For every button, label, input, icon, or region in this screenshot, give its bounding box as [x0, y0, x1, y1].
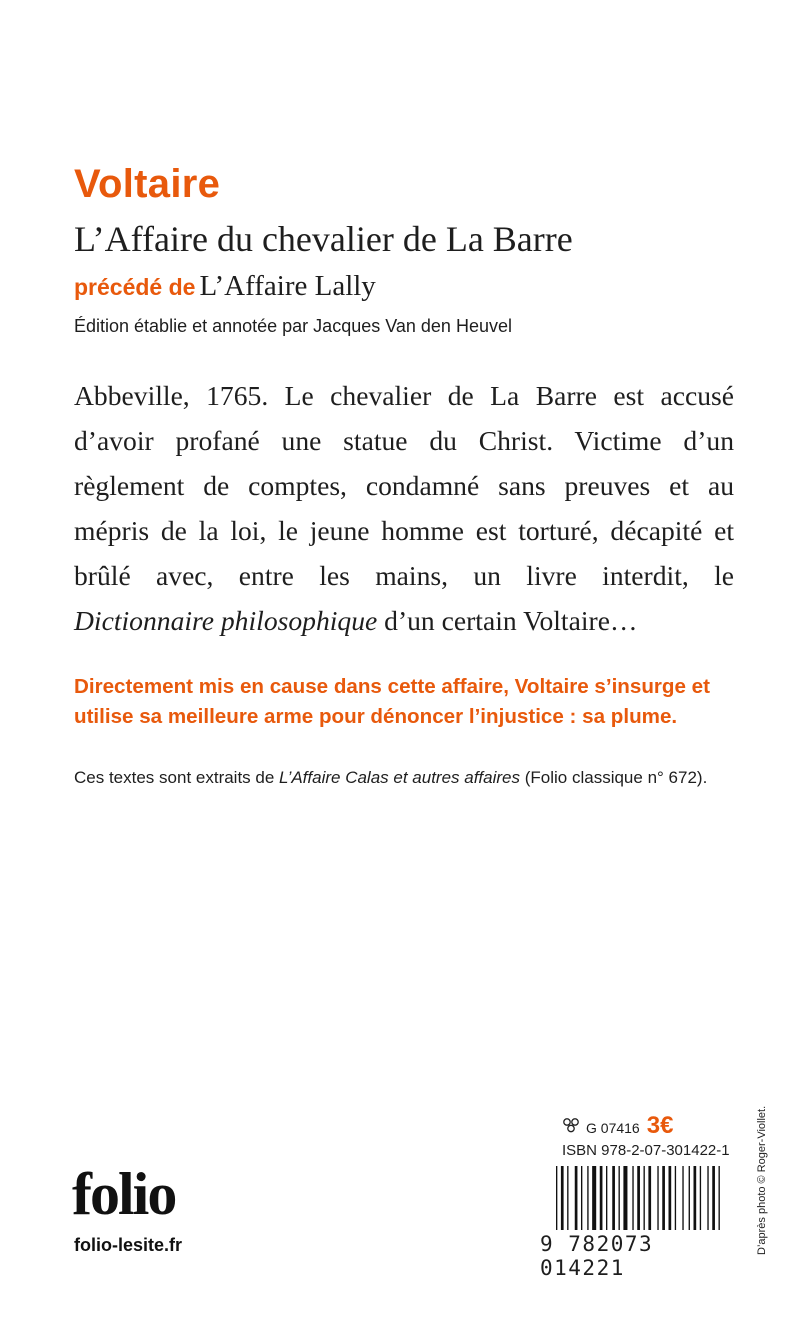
folio-website[interactable]: folio-lesite.fr [74, 1235, 183, 1255]
barcode-icon [556, 1166, 726, 1232]
blurb-line: brûlé avec, entre les mains, un livre interdit, le [74, 560, 734, 591]
author-name: Voltaire [74, 162, 221, 206]
book-title: L’Affaire du chevalier de La Barre [74, 219, 573, 259]
price-code: G 07416 [586, 1120, 640, 1136]
edition-credit: Édition établie et annotée par Jacques Van den Heuvel [74, 316, 512, 336]
subtitle-line [74, 270, 376, 303]
price-amount: 3€ [646, 1112, 674, 1139]
blurb-line: mépris de la loi, le jeune homme est torturé, décapité et [74, 515, 734, 546]
price-row [562, 1112, 722, 1140]
highlight-text: Directement mis en cause dans cette affaire, Voltaire s’insurge et utilise sa meilleure arme pour dénoncer l’injustice : sa plume. [74, 675, 710, 728]
source-note [74, 764, 714, 791]
blurb-line: Abbeville, 1765. Le chevalier de La Barre est accusé [74, 380, 734, 411]
note-after: (Folio classique n° 672). [520, 768, 708, 787]
photo-credit: D’après photo © Roger-Viollet. [756, 1105, 768, 1255]
blurb-last-rest: d’un certain Voltaire… [377, 605, 638, 636]
note-before: Ces textes sont extraits de [74, 768, 280, 787]
blurb-line: règlement de comptes, condamné sans preuves et au [74, 470, 734, 501]
isbn: ISBN 978-2-07-301422-1 [562, 1142, 730, 1159]
barcode-digits: 9 782073 014221 [540, 1232, 654, 1280]
blurb-text [74, 373, 734, 643]
blurb-italic-title: Dictionnaire philosophique [74, 605, 378, 636]
gallimard-star-icon [562, 1117, 580, 1133]
blurb-line: d’avoir profané une statue du Christ. Victime d’un [74, 425, 734, 456]
subtitle-prefix: précédé de [74, 274, 196, 300]
folio-logo: folio [72, 1161, 176, 1227]
blurb-last-line [74, 598, 734, 643]
subtitle-title: L’Affaire Lally [199, 270, 376, 302]
note-italic: L’Affaire Calas et autres affaires [279, 768, 521, 787]
